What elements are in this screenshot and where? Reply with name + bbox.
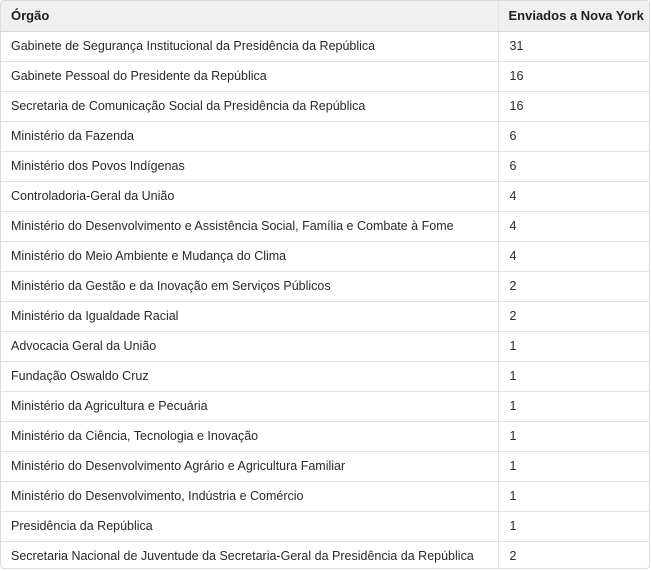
table-row [1, 331, 649, 361]
cell-enviados: 1 [498, 451, 649, 481]
cell-enviados: 4 [498, 211, 649, 241]
cell-orgao: Gabinete de Segurança Institucional da Presidência da República [1, 31, 498, 61]
cell-enviados: 4 [498, 181, 649, 211]
cell-orgao: Ministério da Fazenda [1, 121, 498, 151]
cell-enviados: 16 [498, 91, 649, 121]
cell-enviados: 2 [498, 271, 649, 301]
table-row [1, 391, 649, 421]
cell-orgao: Advocacia Geral da União [1, 331, 498, 361]
orgaos-table [1, 1, 649, 569]
cell-orgao: Presidência da República [1, 511, 498, 541]
cell-enviados: 2 [498, 301, 649, 331]
column-header-enviados: Enviados a Nova York [498, 1, 649, 31]
table-row [1, 181, 649, 211]
cell-orgao: Secretaria Nacional de Juventude da Secretaria-Geral da Presidência da República [11, 549, 474, 564]
cell-enviados: 2 [498, 541, 649, 569]
cell-enviados: 1 [498, 481, 649, 511]
cell-orgao: Fundação Oswaldo Cruz [1, 361, 498, 391]
cell-orgao: Ministério do Desenvolvimento Agrário e Agricultura Familiar [1, 451, 498, 481]
cell-orgao: Ministério do Desenvolvimento, Indústria e Comércio [1, 481, 498, 511]
table-row [1, 211, 649, 241]
table-row [1, 451, 649, 481]
table-row [1, 241, 649, 271]
cell-enviados: 1 [498, 361, 649, 391]
cell-enviados: 6 [498, 151, 649, 181]
cell-orgao: Secretaria de Comunicação Social da Presidência da República [1, 91, 498, 121]
cell-enviados: 1 [498, 391, 649, 421]
cell-orgao: Ministério do Meio Ambiente e Mudança do Clima [1, 241, 498, 271]
table-row [1, 301, 649, 331]
cell-orgao: Controladoria-Geral da União [1, 181, 498, 211]
table-row [1, 421, 649, 451]
cell-orgao: Ministério da Gestão e da Inovação em Serviços Públicos [1, 271, 498, 301]
table-row [1, 31, 649, 61]
table-row [1, 361, 649, 391]
table-row [1, 481, 649, 511]
table-row [1, 121, 649, 151]
cell-enviados: 16 [498, 61, 649, 91]
cell-orgao: Gabinete Pessoal do Presidente da República [1, 61, 498, 91]
table-row [1, 271, 649, 301]
column-header-orgao: Órgão [1, 1, 498, 31]
table-row [1, 151, 649, 181]
cell-orgao: Ministério dos Povos Indígenas [1, 151, 498, 181]
cell-orgao: Ministério da Agricultura e Pecuária [1, 391, 498, 421]
cell-orgao: Ministério do Desenvolvimento e Assistência Social, Família e Combate à Fome [1, 211, 498, 241]
table-row [1, 91, 649, 121]
table-row [1, 541, 649, 569]
cell-orgao: Ministério da Ciência, Tecnologia e Inovação [1, 421, 498, 451]
table-header-row [1, 1, 649, 31]
cell-enviados: 1 [498, 421, 649, 451]
cell-orgao: Ministério da Igualdade Racial [1, 301, 498, 331]
cell-enviados: 31 [498, 31, 649, 61]
cell-enviados: 1 [498, 331, 649, 361]
cell-enviados: 1 [498, 511, 649, 541]
cell-enviados: 4 [498, 241, 649, 271]
table-row [1, 511, 649, 541]
cell-enviados: 6 [498, 121, 649, 151]
table-row [1, 61, 649, 91]
